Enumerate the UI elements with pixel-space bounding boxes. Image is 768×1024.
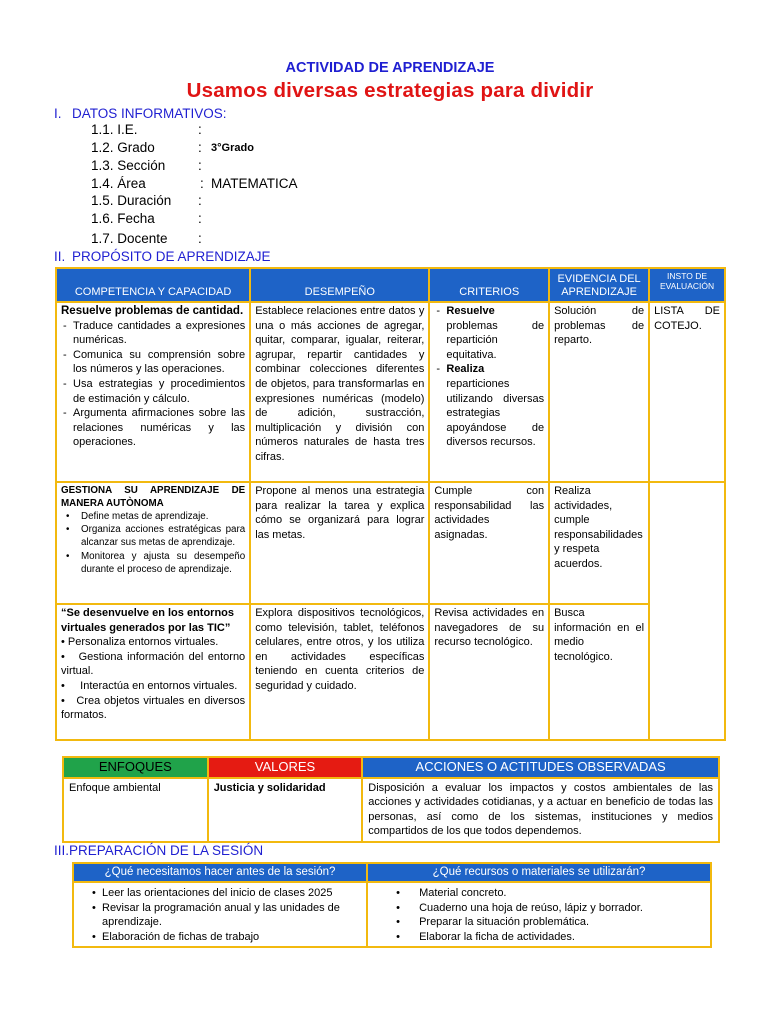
desempeno-cell: Propone al menos una estrategia para realizar la tarea y explica cómo se organizará para lograr las metas. xyxy=(250,482,429,604)
criterio-verb: Realiza xyxy=(446,363,485,376)
datos-colon: : xyxy=(198,231,202,246)
criterios-list xyxy=(434,304,544,450)
valor-cell: Justicia y solidaridad xyxy=(208,778,363,842)
competencia-title: “Se desenvuelve en los entornos virtuales generados por las TIC” xyxy=(61,607,235,634)
enfoques-table xyxy=(62,756,720,843)
criterios-cell: Cumple con responsabilidad las actividades asignadas. xyxy=(429,482,549,604)
header-recursos: ¿Qué recursos o materiales se utilizarán? xyxy=(367,863,711,882)
criterio-verb: Resuelve xyxy=(446,305,495,317)
list-item: • Elaboración de fichas de trabajo xyxy=(78,930,362,945)
evidencia-cell: Solución de problemas de reparto. xyxy=(549,302,649,482)
list-item: - Argumenta afirmaciones sobre las relaciones numéricas y las operaciones. xyxy=(61,406,245,450)
datos-label: 1.5. Duración xyxy=(91,193,172,208)
capacidad-item: • Interactúa en entornos virtuales. xyxy=(61,679,238,692)
capacidades-list xyxy=(61,319,245,450)
antes-cell xyxy=(73,882,367,947)
desempeno-cell: Establece relaciones entre datos y una o más acciones de agregar, quitar, comparar, igualar, reiterar, agrupar, repartir cantidades y combinar colecciones diferentes de objetos, para transformarlas en expresiones numéricas (modelo) de adición, sustracción, multiplicación y división con números naturales de hasta tres cifras. xyxy=(250,302,429,482)
header-acciones: ACCIONES O ACTITUDES OBSERVADAS xyxy=(362,757,719,778)
list-item: • Cuaderno una hoja de reúso, lápiz y borrador. xyxy=(372,901,706,916)
capacidad-text: Personaliza entornos virtuales. xyxy=(67,636,219,649)
list-item: - Comunica su comprensión sobre los números y las operaciones. xyxy=(61,348,245,377)
datos-label: 1.2. Grado xyxy=(91,140,155,155)
header-criterios: CRITERIOS xyxy=(429,268,549,302)
recursos-cell xyxy=(367,882,711,947)
datos-label: 1.1. I.E. xyxy=(91,122,138,137)
desempeno-cell: Explora dispositivos tecnológicos, como televisión, tablet, teléfonos celulares, entre otros, y los utiliza en actividades específicas teniendo en cuenta criterios de seguridad y cuidado. xyxy=(250,604,429,740)
section-proposito-heading xyxy=(54,249,271,264)
list-item: • Elaborar la ficha de actividades. xyxy=(372,930,706,945)
table-header-row xyxy=(56,268,725,302)
header-competencia: COMPETENCIA Y CAPACIDAD xyxy=(56,268,250,302)
criterio-text: reparticiones utilizando diversas estrategias apoyándose de diversos recursos. xyxy=(446,377,545,449)
competencia-cell xyxy=(56,604,250,740)
header-enfoques: ENFOQUES xyxy=(63,757,208,778)
section-number: III. xyxy=(54,843,70,858)
section-number: II. xyxy=(54,249,66,264)
list-item: - Usa estrategias y procedimientos de estimación y cálculo. xyxy=(61,377,245,406)
datos-value: 3°Grado xyxy=(211,142,254,154)
capacidad-text: Gestiona información del entorno virtual. xyxy=(61,650,246,678)
table-row xyxy=(56,482,725,604)
competencia-cell xyxy=(56,302,250,482)
section-number: I. xyxy=(54,106,62,121)
session-title: Usamos diversas estrategias para dividir xyxy=(186,79,594,102)
criterios-cell xyxy=(429,302,549,482)
acciones-cell: Disposición a evaluar los impactos y costos ambientales de las acciones y actividades cotidianas, y a actuar en beneficio de todas las personas, así como de los sistemas, instituciones y medios compartidos de los que todos dependemos. xyxy=(362,778,719,842)
capacidad-item: • Crea objetos virtuales en diversos formatos. xyxy=(61,694,246,722)
header-instrumento: INSTO DE EVALUACIÓN xyxy=(649,268,725,302)
list-item: • Leer las orientaciones del inicio de clases 2025 xyxy=(78,886,362,901)
criterio-text: problemas de repartición equitativa. xyxy=(446,319,545,361)
datos-colon: : xyxy=(198,140,202,155)
activity-label: ACTIVIDAD DE APRENDIZAJE xyxy=(285,60,495,76)
header-desempeno: DESEMPEÑO xyxy=(250,268,429,302)
criterios-cell: Revisa actividades en navegadores de su recurso tecnológico. xyxy=(429,604,549,740)
list-item: • Organiza acciones estratégicas para alcanzar sus metas de aprendizaje. xyxy=(61,523,245,549)
capacidad-item: • Gestiona información del entorno virtual. xyxy=(61,650,246,678)
datos-colon: : xyxy=(198,122,202,137)
instrumento-cell: LISTA DE COTEJO. xyxy=(649,302,725,482)
datos-colon: : xyxy=(198,193,202,208)
list-item: - Traduce cantidades a expresiones numéricas. xyxy=(61,319,245,348)
list-item: • Define metas de aprendizaje. xyxy=(61,510,245,523)
table-row xyxy=(73,882,711,947)
section-title: DATOS INFORMATIVOS: xyxy=(72,106,227,121)
header-evidencia: EVIDENCIA DEL APRENDIZAJE xyxy=(549,268,649,302)
table-row xyxy=(56,302,725,482)
datos-label: 1.4. Área xyxy=(91,176,146,191)
datos-colon: : xyxy=(200,176,204,191)
datos-value: MATEMATICA xyxy=(211,176,298,191)
section-datos-heading xyxy=(54,106,227,121)
header-antes: ¿Qué necesitamos hacer antes de la sesión? xyxy=(73,863,367,882)
table-row xyxy=(56,604,725,740)
list-item xyxy=(434,362,544,450)
proposito-table xyxy=(55,267,726,741)
table-row xyxy=(63,778,719,842)
competencia-cell xyxy=(56,482,250,604)
enfoque-cell: Enfoque ambiental xyxy=(63,778,208,842)
antes-list xyxy=(78,886,362,945)
capacidad-item: • Personaliza entornos virtuales. xyxy=(61,636,219,649)
datos-colon: : xyxy=(198,158,202,173)
datos-colon: : xyxy=(198,211,202,226)
header-valores: VALORES xyxy=(208,757,363,778)
competencia-title: Resuelve problemas de cantidad. xyxy=(61,305,244,317)
list-item: • Material concreto. xyxy=(372,886,706,901)
section-preparacion-heading xyxy=(54,843,263,858)
datos-label: 1.3. Sección xyxy=(91,158,166,173)
evidencia-cell: Realiza actividades, cumple responsabilidades y respeta acuerdos. xyxy=(549,482,649,604)
section-title: PREPARACIÓN DE LA SESIÓN xyxy=(69,843,264,858)
datos-label: 1.6. Fecha xyxy=(91,211,155,226)
list-item: • Revisar la programación anual y las unidades de aprendizaje. xyxy=(78,901,362,931)
capacidades-list xyxy=(61,510,245,576)
preparacion-table xyxy=(72,862,712,948)
table-header-row xyxy=(63,757,719,778)
recursos-list xyxy=(372,886,706,945)
datos-label: 1.7. Docente xyxy=(91,231,168,246)
capacidad-text: Interactúa en entornos virtuales. xyxy=(80,679,238,692)
capacidad-text: Crea objetos virtuales en diversos formatos. xyxy=(61,694,246,722)
section-title: PROPÓSITO DE APRENDIZAJE xyxy=(72,249,271,264)
evidencia-cell: Busca información en el medio tecnológico. xyxy=(549,604,649,740)
competencia-title: GESTIONA SU APRENDIZAJE DE MANERA AUTÒNOMA xyxy=(61,485,246,509)
instrumento-cell-empty xyxy=(649,482,725,740)
list-item xyxy=(434,304,544,362)
list-item: • Monitorea y ajusta su desempeño durante el proceso de aprendizaje. xyxy=(61,550,245,576)
table-header-row xyxy=(73,863,711,882)
list-item: • Preparar la situación problemática. xyxy=(372,915,706,930)
